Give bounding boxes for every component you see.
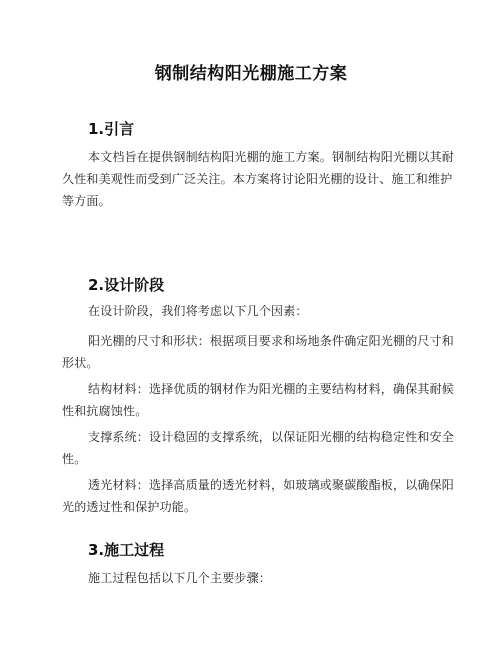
paragraph-design-size-shape: 阳光棚的尺寸和形状：根据项目要求和场地条件确定阳光棚的尺寸和形状。 <box>62 334 455 370</box>
paragraph-construction-intro: 施工过程包括以下几个主要步骤： <box>88 571 272 585</box>
paragraph-design-support: 支撑系统：设计稳固的支撑系统，以保证阳光棚的结构稳定性和安全性。 <box>62 430 455 466</box>
paragraph-introduction: 本文档旨在提供钢制结构阳光棚的施工方案。钢制结构阳光棚以其耐久性和美观性而受到广泛关注。本方案将讨论阳光棚的设计、施工和维护等方面。 <box>62 150 455 208</box>
section-heading-design-phase: 2.设计阶段 <box>88 276 165 294</box>
document-title: 钢制结构阳光棚施工方案 <box>154 64 348 84</box>
section-heading-introduction: 1.引言 <box>88 120 135 138</box>
paragraph-design-material: 结构材料：选择优质的钢材作为阳光棚的主要结构材料，确保其耐候性和抗腐蚀性。 <box>62 382 455 418</box>
section-heading-construction-process: 3.施工过程 <box>88 541 165 559</box>
paragraph-design-intro: 在设计阶段，我们将考虑以下几个因素： <box>88 304 308 318</box>
paragraph-design-transparent-material: 透光材料：选择高质量的透光材料，如玻璃或聚碳酸酯板，以确保阳光的透过性和保护功能。 <box>62 478 455 514</box>
